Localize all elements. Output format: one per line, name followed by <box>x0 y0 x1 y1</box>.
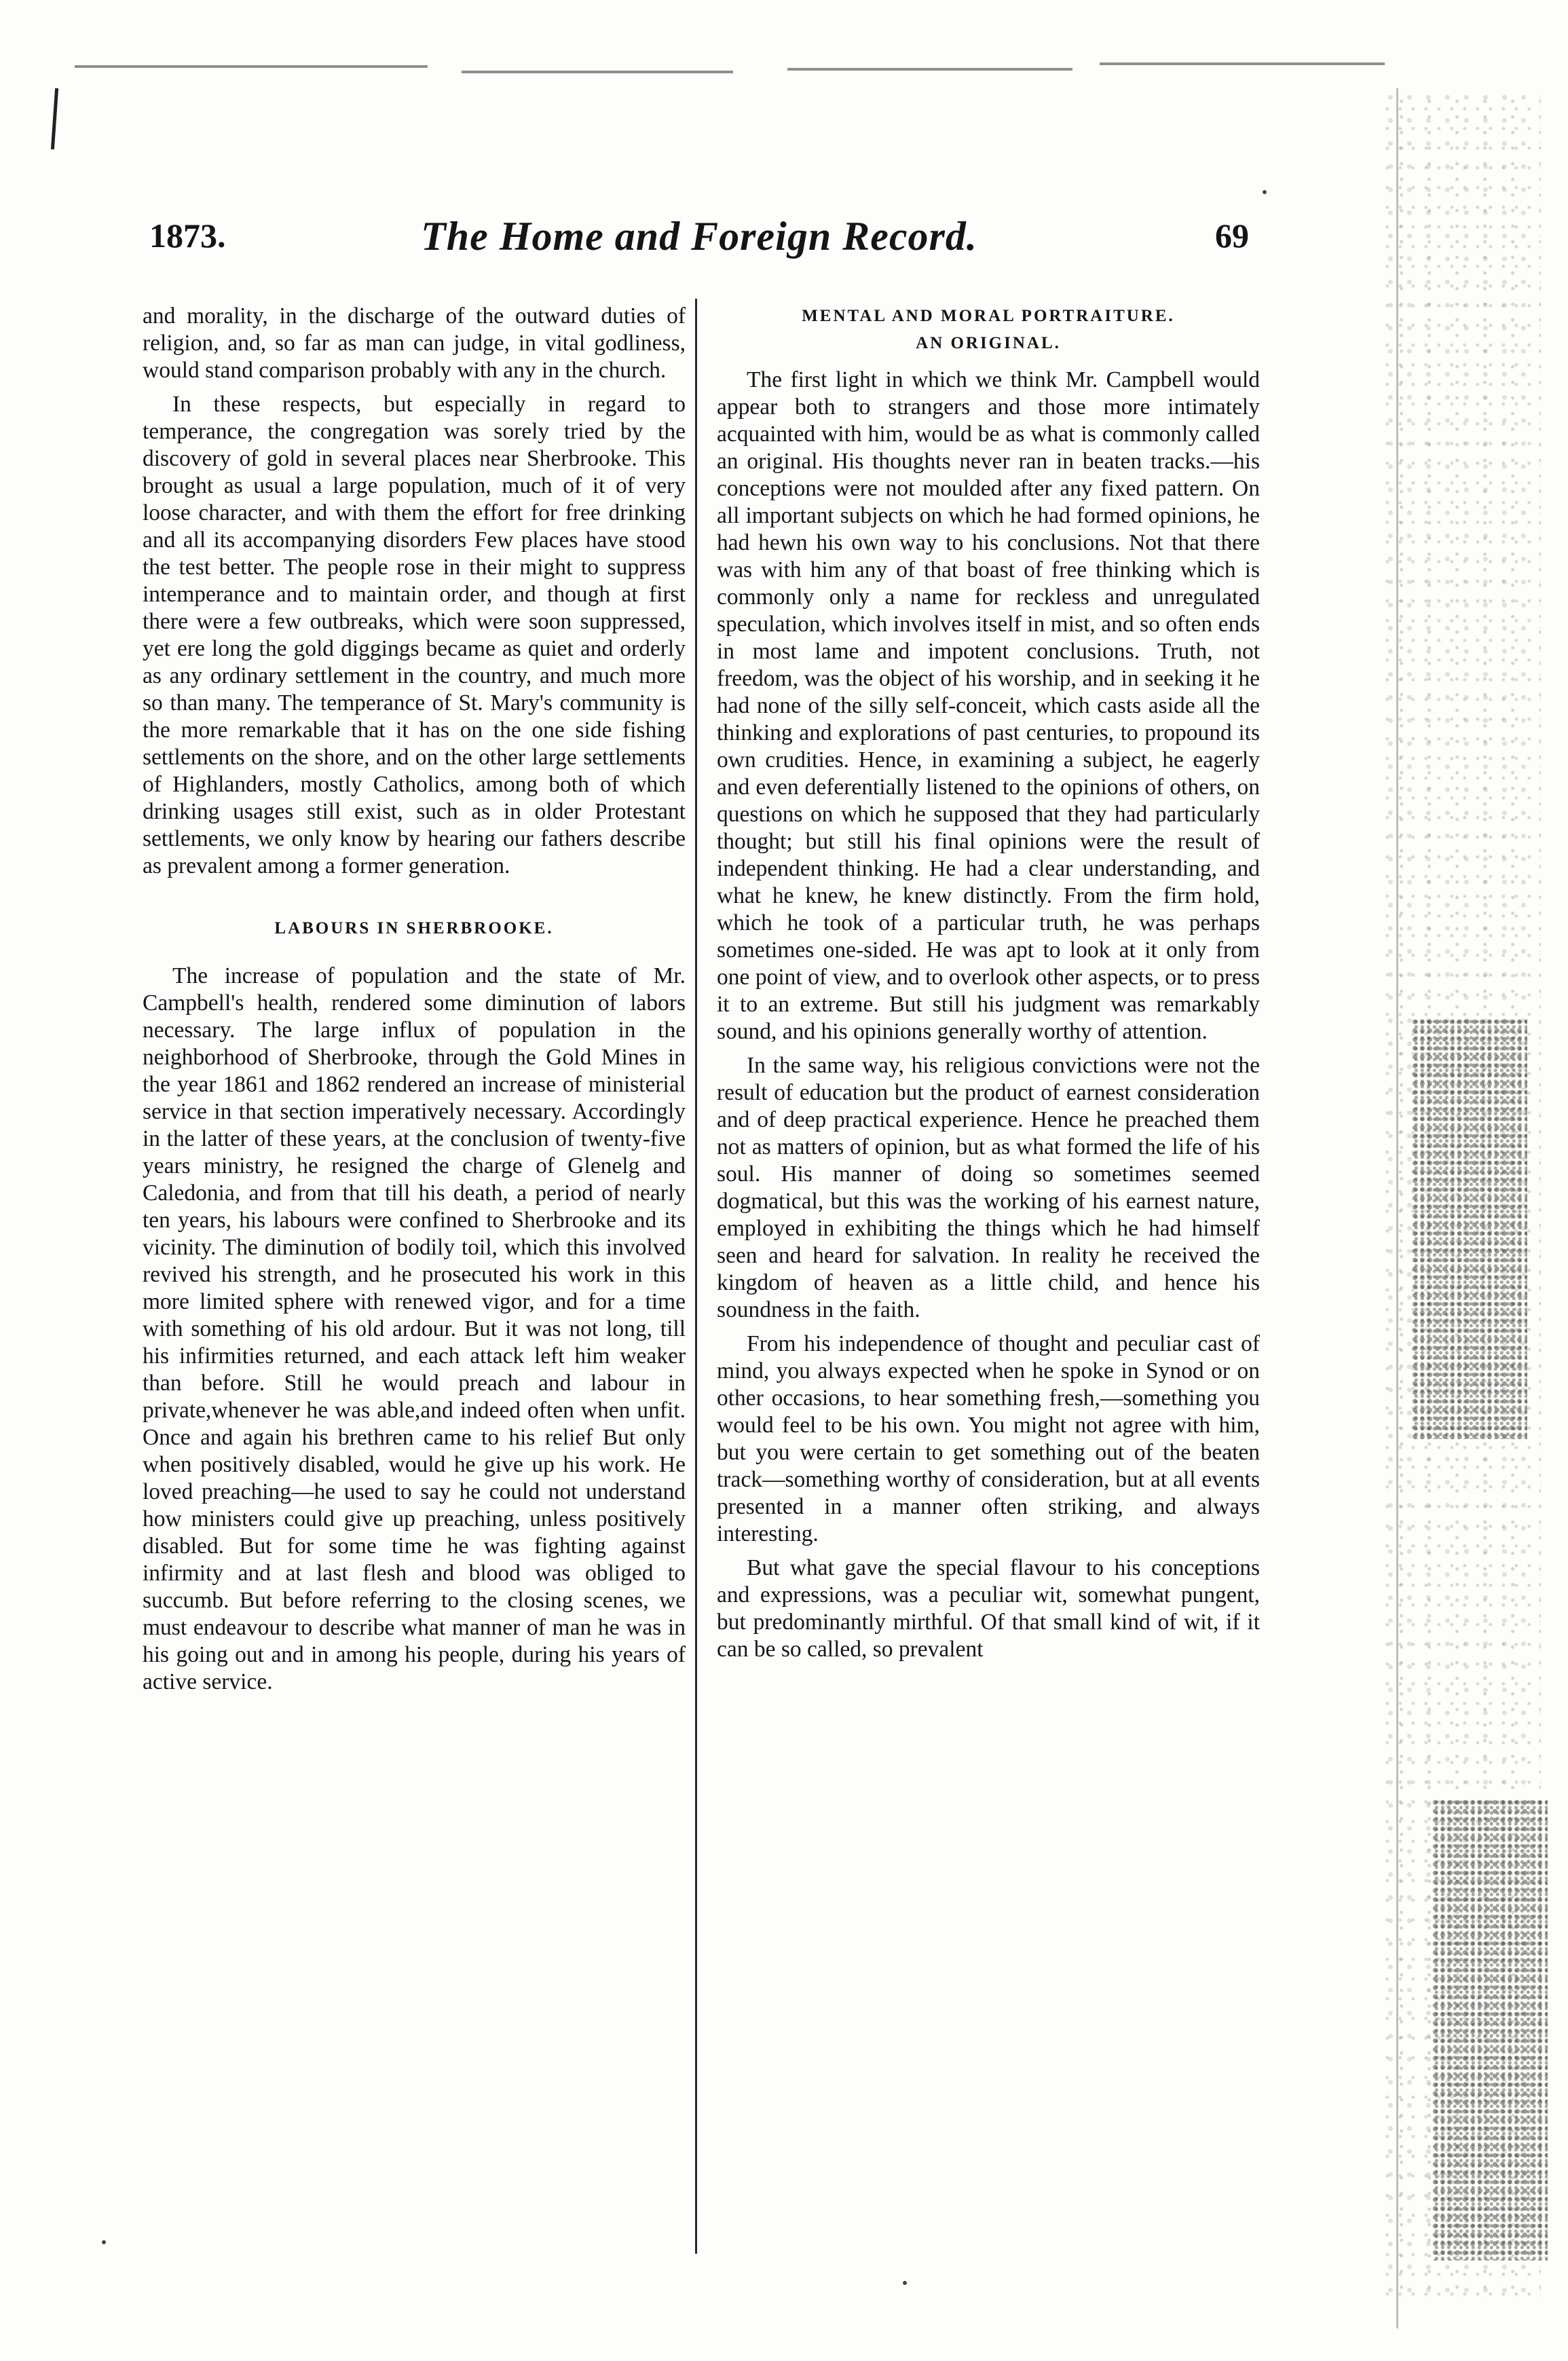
paragraph: From his independence of thought and peculiar cast of mind, you always expected when he spoke in Synod or on other occasions, to hear something fresh,—something you would feel to be his own. You might not agree with him, but you were certain to get something out of the beaten track—something worthy of consideration, but at all events presented in a manner often striking, and always interesting. <box>717 1331 1260 1546</box>
scan-speck <box>1263 190 1267 194</box>
column-divider <box>695 299 697 2254</box>
page-number: 69 <box>1215 217 1249 255</box>
section-subheading: AN ORIGINAL. <box>916 334 1061 352</box>
scan-speckle-dense <box>1432 1799 1548 2261</box>
paragraph: But what gave the special flavour to his conceptions and expressions, was a peculiar wit, somewhat pungent, but predominantly mirthful. Of that small kind of wit, if it can be so called, so prevalent <box>717 1555 1260 1662</box>
paragraph: The first light in which we think Mr. Campbell would appear both to strangers and those more intimately acquainted with him, would be as what is commonly called an original. His thoughts never ran in beaten tracks.—his conceptions were not moulded after any fixed pattern. On all important subjects on which he had formed opinions, he had hewn his own way to his conclusions. Not that there was with him any of that boast of free thinking which is commonly only a name for reckless and unregulated speculation, which involves itself in mist, and so often ends in most lame and impotent conclusions. Truth, not freedom, was the object of his worship, and in seeking it he had none of the silly self-conceit, which casts aside all the thinking and explorations of past centuries, to propound its own crudities. Hence, in examining a subject, he eagerly and even deferentially listened to the opinions of others, on questions on which he supposed that they had particularly thought; but still his final opinions were the result of independent thinking. He had a clear understanding, and what he knew, he knew distinctly. From the firm hold, which he took of a particular truth, he was perhaps sometimes one-sided. He was apt to look at it only from one point of view, and to overlook other aspects, or to press it to an extreme. But still his judgment was remarkably sound, and his opinions generally worthy of attention. <box>717 367 1260 1044</box>
section-heading: MENTAL AND MORAL PORTRAITURE. <box>802 307 1175 325</box>
scan-smudge-line <box>1100 62 1385 65</box>
scan-speckle-dense <box>1412 1018 1527 1439</box>
paragraph: The increase of population and the state of Mr. Campbell's health, rendered some diminution of labors necessary. The large influx of population in the neighborhood of Sherbrooke, through the Gold Mines in the year 1861 and 1862 rendered an increase of ministerial service in that section imperatively necessary. Accordingly in the latter of these years, at the conclusion of twenty-five years ministry, he resigned the charge of Glenelg and Caledonia, and from that till his death, a period of nearly ten years, his labours were confined to Sherbrooke and its vicinity. The diminution of bodily toil, which this involved revived his strength, and he prosecuted his work in this more limited sphere with renewed vigor, and for a time with something of his old ardour. But it was not long, till his infirmities returned, and each attack left him weaker than before. Still he would preach and labour in private,whenever he was able,and indeed often when unfit. Once and again his brethren came to his relief But only when positively disabled, would he give up his work. He loved preaching—he used to say he could not understand how ministers could give up preaching, unless positively disabled. But for some time he was fighting against infirmity and at last flesh and blood was obliged to succumb. But before referring to the closing scenes, we must endeavour to describe what manner of man he was in his going out and in among his people, during his years of active service. <box>143 963 686 1694</box>
scan-speck <box>903 2281 907 2285</box>
paragraph: In the same way, his religious convictions were not the result of education but the product of earnest consideration and of deep practical experience. Hence he preached them not as matters of opinion, but as what formed the life of his soul. His manner of doing so sometimes seemed dogmatical, but this was the working of his earnest nature, employed in exhibiting the things which he had himself seen and heard for salvation. In reality he received the kingdom of heaven as a little child, and hence his soundness in the faith. <box>717 1053 1260 1322</box>
paragraph: In these respects, but especially in regard to temperance, the congregation was sorely tried by the discovery of gold in several places near Sherbrooke. This brought as usual a large population, much of it of very loose character, and with them the effort for free drinking and all its accompanying disorders Few places have stood the test better. The people rose in their might to suppress intemperance and to maintain order, and though at first there were a few outbreaks, which were soon suppressed, yet ere long the gold diggings became as quiet and orderly as any ordinary settlement in the country, and much more so than many. The temperance of St. Mary's community is the more remarkable that it has on the one side fishing settlements on the shore, and on the other large settlements of Highlanders, mostly Catholics, among both of which drinking usages still exist, such as in older Protestant settlements, we only know by hearing our fathers describe as prevalent among a former generation. <box>143 392 686 878</box>
paragraph: and morality, in the discharge of the outward duties of religion, and, so far as man can judge, in vital godliness, would stand comparison probably with any in the church. <box>143 303 686 383</box>
scan-smudge-line <box>787 68 1072 71</box>
section-heading: LABOURS IN SHERBROOKE. <box>274 919 554 937</box>
scan-smudge-line <box>75 65 428 68</box>
left-column <box>143 303 686 1703</box>
scan-smudge-line <box>462 71 733 73</box>
right-column <box>717 303 1260 1670</box>
header-year: 1873. <box>149 217 226 255</box>
running-head <box>143 216 1256 270</box>
scan-speck <box>102 2240 106 2244</box>
scan-margin-mark <box>51 88 58 149</box>
journal-title: The Home and Foreign Record. <box>421 214 977 259</box>
